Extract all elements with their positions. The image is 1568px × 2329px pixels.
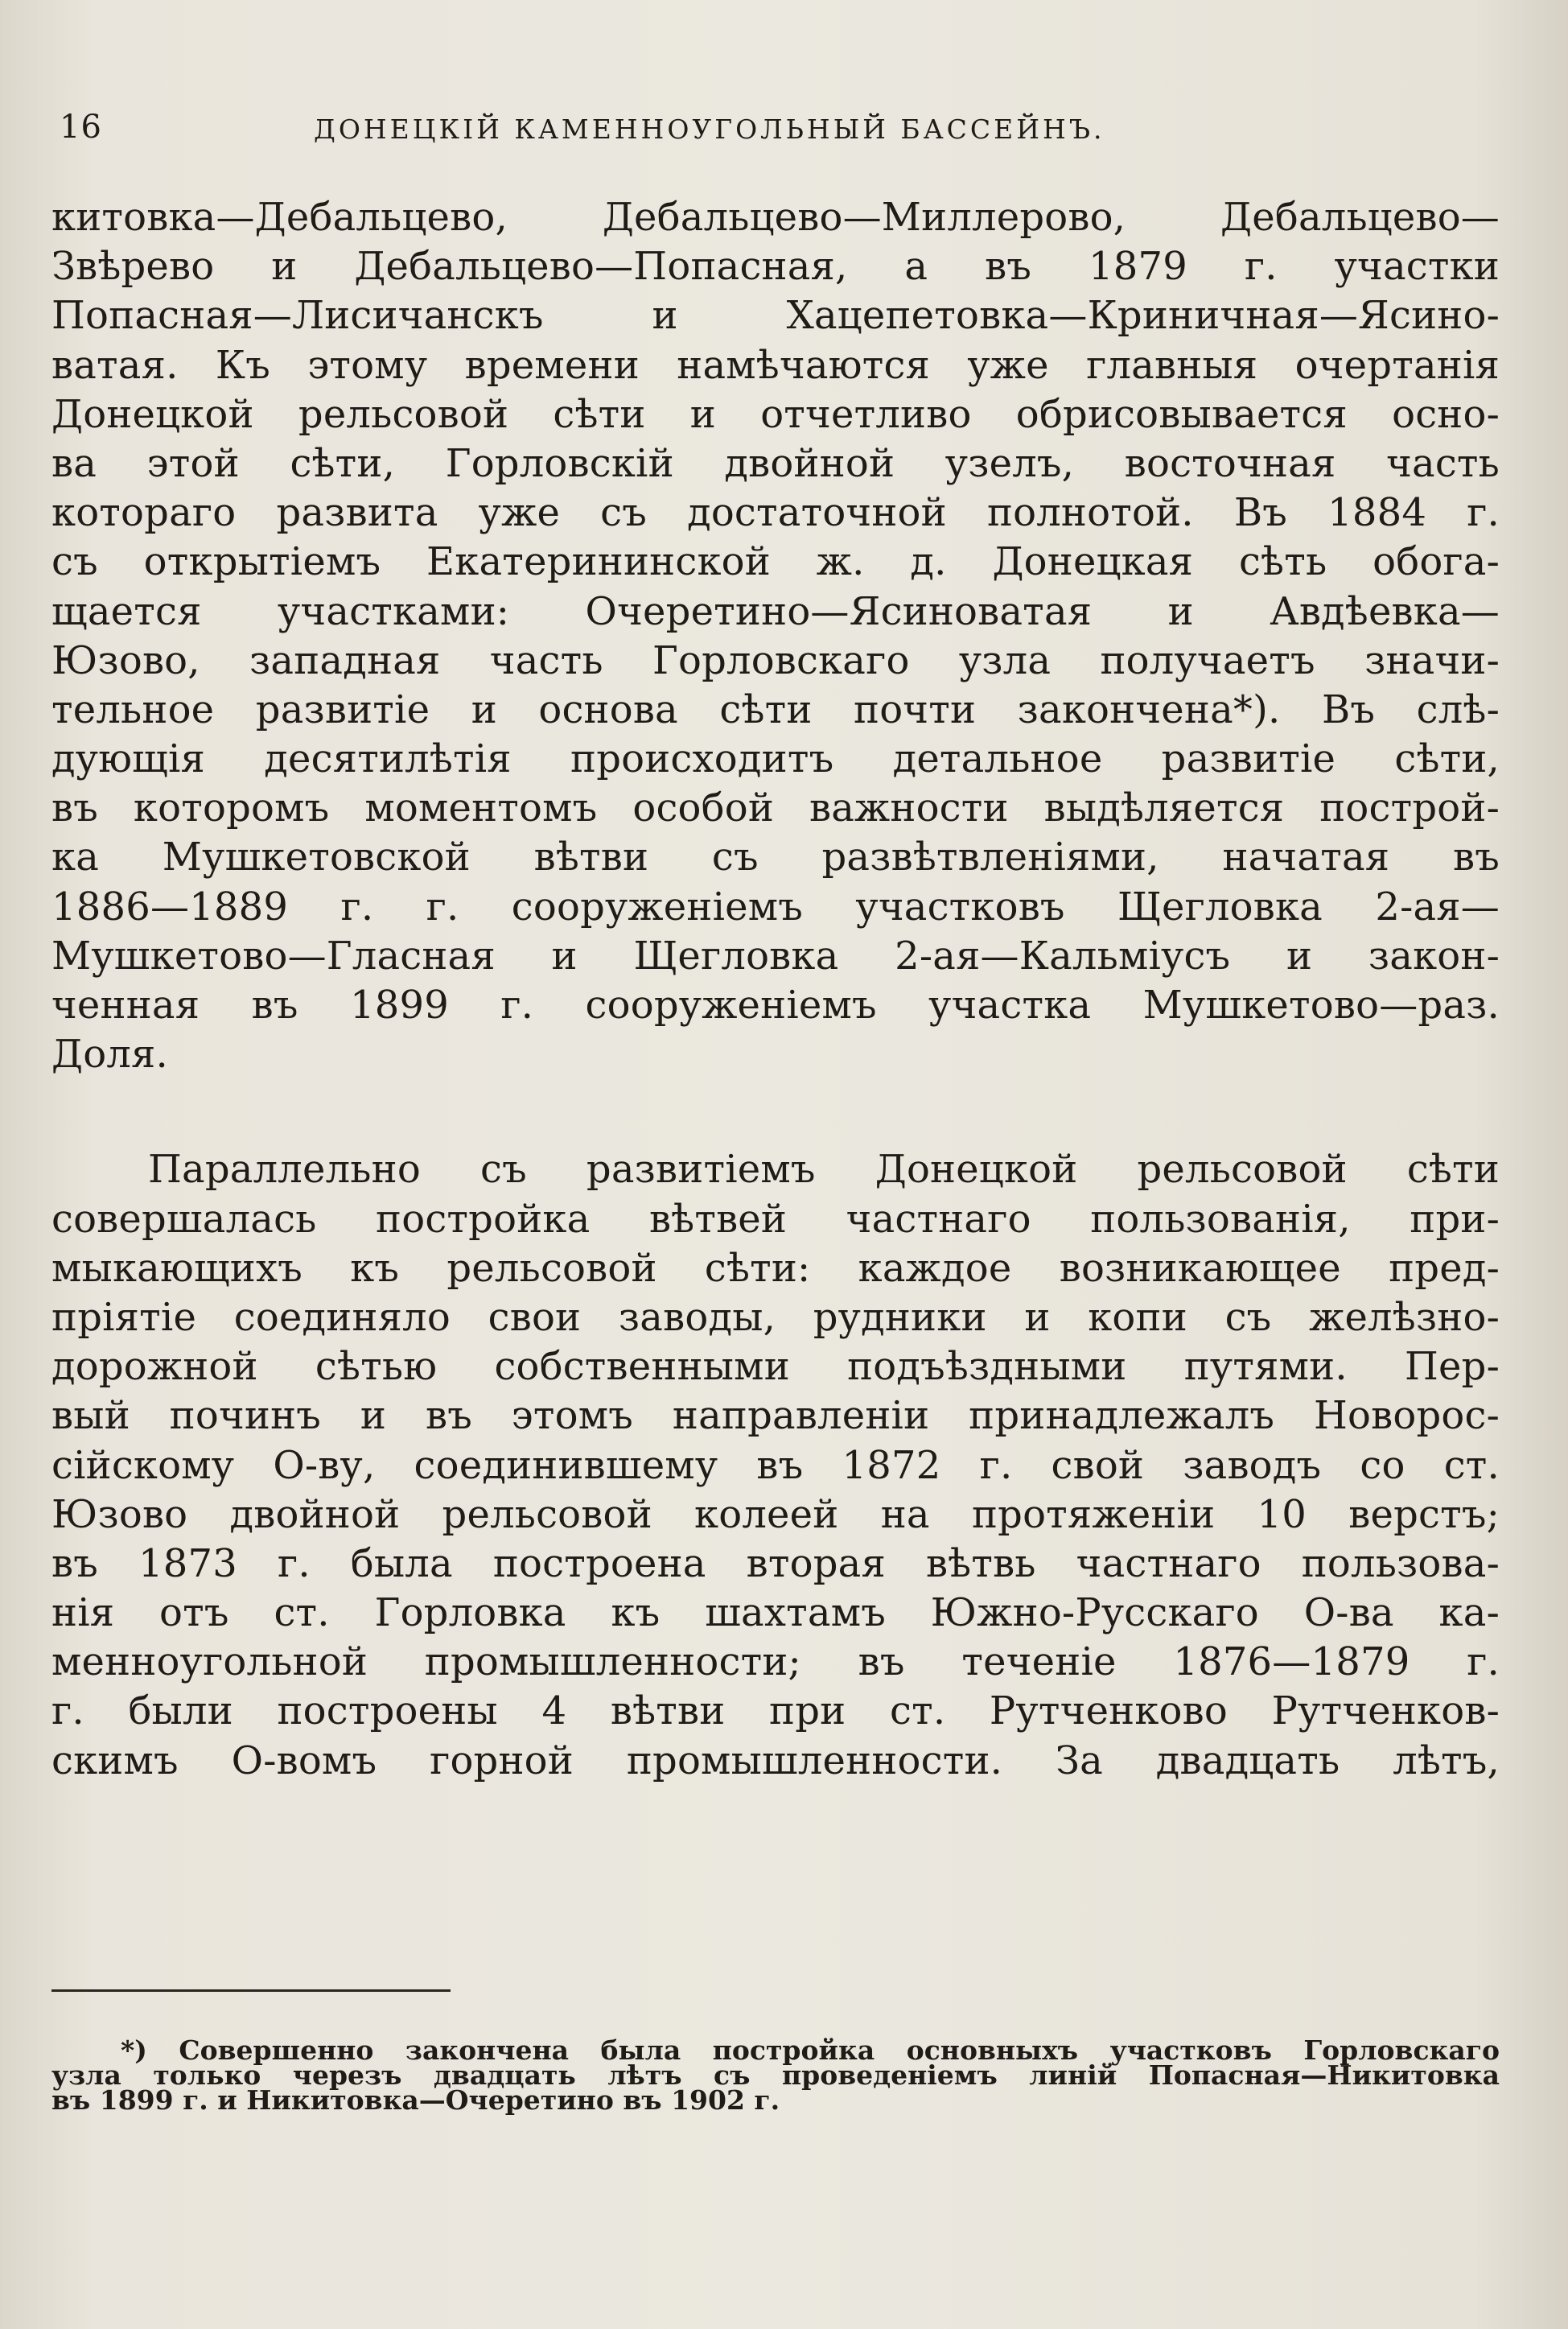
paragraph-2 (51, 1145, 1500, 1785)
footnote-line: въ 1899 г. и Никитовка—Очеретино въ 1902 г. (51, 2084, 780, 2116)
text-line: ва этой сѣти, Горловскій двойной узелъ, восточная часть (51, 440, 1500, 486)
footnote (51, 2034, 1500, 2116)
text-line: мыкающихъ къ рельсовой сѣти: каждое возникающее пред- (51, 1245, 1500, 1291)
paragraph-spacer (51, 1079, 1500, 1145)
page-header (56, 105, 1512, 153)
text-line: ченная въ 1899 г. сооруженіемъ участка Мушкетово—раз. (51, 983, 1500, 1028)
text-line: Параллельно съ развитіемъ Донецкой рельсовой сѣти (148, 1147, 1500, 1193)
text-line: въ которомъ моментомъ особой важности выдѣляется построй- (51, 785, 1500, 831)
text-line: сійскому О-ву, соединившему въ 1872 г. свой заводъ со ст. (51, 1442, 1500, 1488)
paragraph-1 (51, 193, 1500, 1079)
text-line: ватая. Къ этому времени намѣчаются уже главныя очертанія (51, 342, 1500, 388)
text-line: дорожной сѣтью собственными подъѣздными путями. Пер- (51, 1344, 1500, 1390)
text-line: Доля. (51, 1032, 168, 1078)
text-line: скимъ О-вомъ горной промышленности. За двадцать лѣтъ, (51, 1737, 1500, 1783)
text-line: Донецкой рельсовой сѣти и отчетливо обрисовывается осно- (51, 391, 1500, 437)
footnote-divider (51, 1989, 451, 1992)
text-line: съ открытіемъ Екатерининской ж. д. Донецкая сѣть обога- (51, 539, 1500, 585)
text-line: совершалась постройка вѣтвей частнаго пользованія, при- (51, 1196, 1500, 1242)
text-line: ка Мушкетовской вѣтви съ развѣтвленіями, начатая въ (51, 835, 1500, 880)
text-line: въ 1873 г. была построена вторая вѣтвь частнаго пользова- (51, 1540, 1500, 1586)
text-line: менноугольной промышленности; въ теченіе 1876—1879 г. (51, 1639, 1500, 1685)
text-line: вый починъ и въ этомъ направленіи принадлежалъ Новорос- (51, 1393, 1500, 1439)
text-line: Мушкетово—Гласная и Щегловка 2-ая—Кальміусъ и закон- (51, 933, 1500, 979)
footnote-line: узла только черезъ двадцать лѣтъ съ проведеніемъ линій Попасная—Никитовка (51, 2059, 1500, 2091)
text-line: Юзово, западная часть Горловскаго узла получаетъ значи- (51, 637, 1500, 683)
text-line: Звѣрево и Дебальцево—Попасная, а въ 1879 г. участки (51, 244, 1500, 290)
footnote-line: *) Совершенно закончена была постройка основныхъ участковъ Горловскаго (121, 2034, 1500, 2066)
text-line: тельное развитіе и основа сѣти почти закончена*). Въ слѣ- (51, 686, 1500, 732)
text-line: дующія десятилѣтія происходитъ детальное развитіе сѣти, (51, 736, 1500, 782)
text-line: 1886—1889 г. г. сооруженіемъ участковъ Щегловка 2-ая— (51, 884, 1500, 930)
text-line: Попасная—Лисичанскъ и Хацепетовка—Криничная—Ясино- (51, 293, 1500, 339)
text-line: котораго развита уже съ достаточной полнотой. Въ 1884 г. (51, 490, 1500, 536)
main-text (51, 193, 1500, 1786)
text-line: г. были построены 4 вѣтви при ст. Рутченково Рутченков- (51, 1688, 1500, 1734)
text-line: китовка—Дебальцево, Дебальцево—Миллерово, Дебальцево— (51, 195, 1500, 240)
text-line: щается участками: Очеретино—Ясиноватая и Авдѣевка— (51, 588, 1500, 634)
text-line: Юзово двойной рельсовой колеей на протяженіи 10 верстъ; (51, 1491, 1500, 1537)
text-line: пріятіе соединяло свои заводы, рудники и копи съ желѣзно- (51, 1294, 1500, 1340)
running-title: ДОНЕЦКІЙ КАМЕННОУГОЛЬНЫЙ БАССЕЙНЪ. (314, 113, 1105, 145)
page-number: 16 (60, 109, 102, 146)
text-line: нія отъ ст. Горловка къ шахтамъ Южно-Русскаго О-ва ка- (51, 1590, 1500, 1636)
